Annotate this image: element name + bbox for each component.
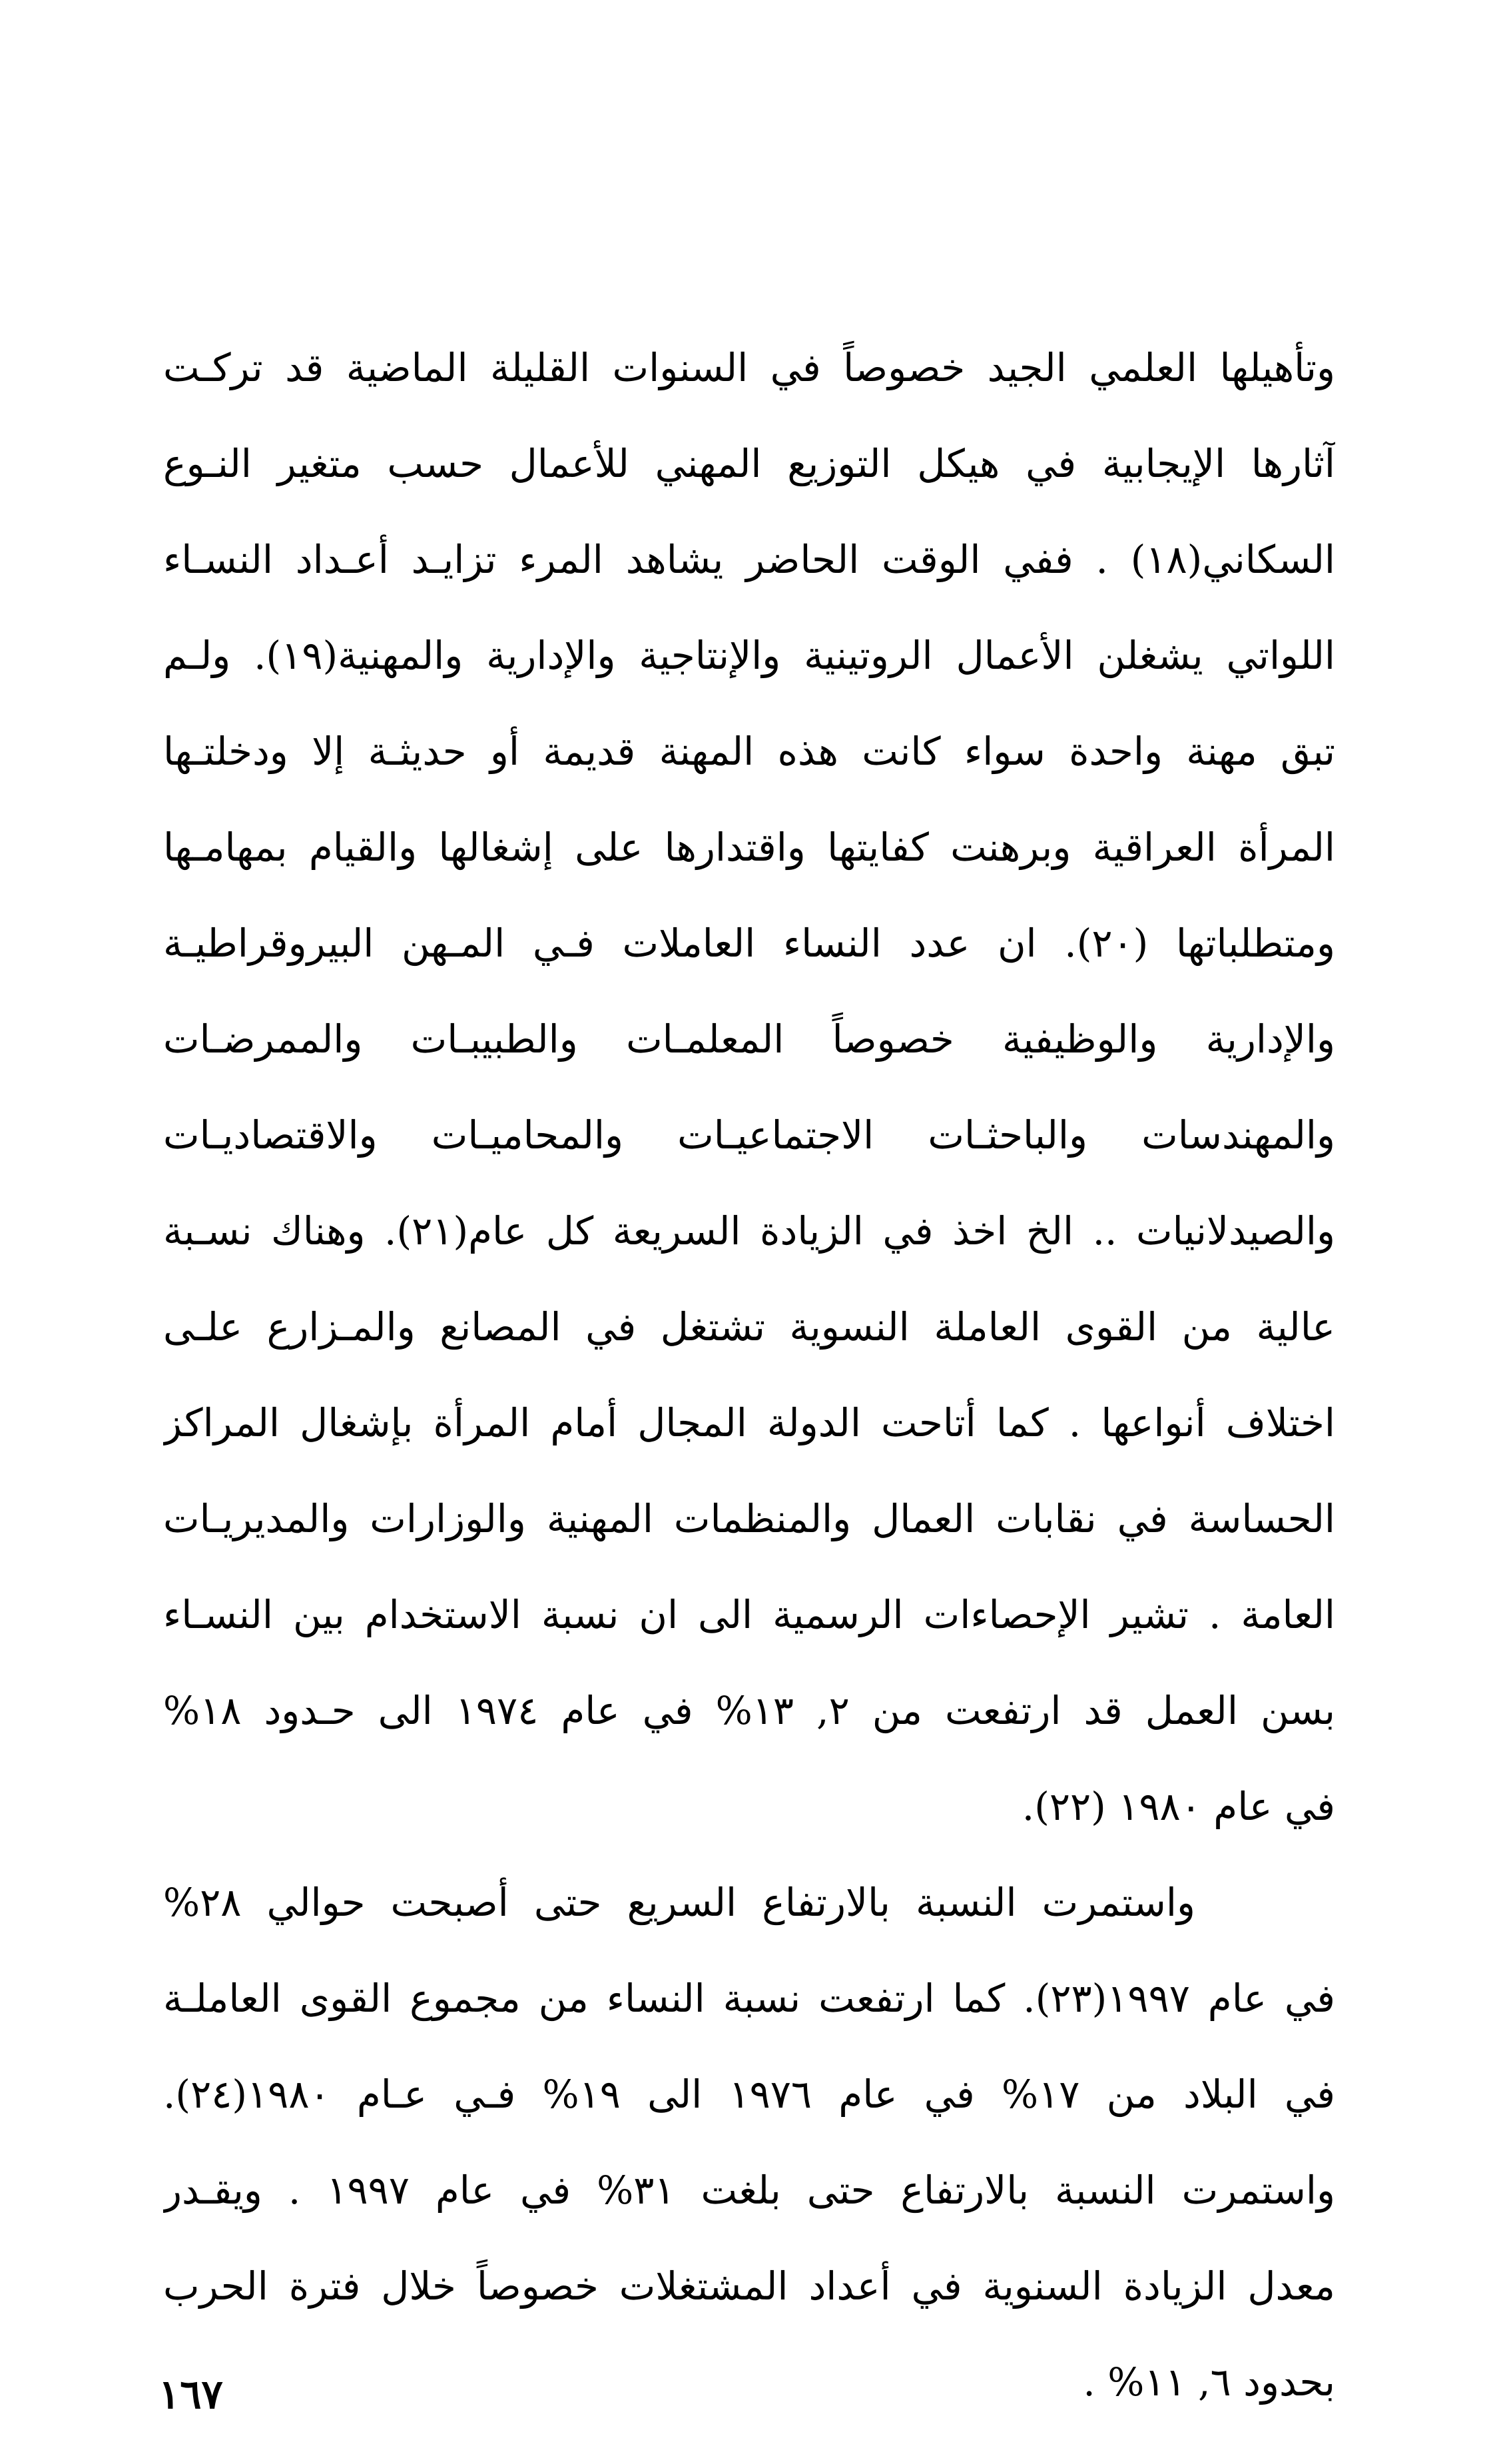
text-line: عالية من القوى العاملة النسوية تشتغل في المصانع والمـزارع علـى xyxy=(163,1304,1335,1350)
text-line: ومتطلباتها (٢٠). ان عدد النساء العاملات فـي المـهن البيروقراطيـة xyxy=(163,921,1335,966)
text-line: في عام ١٩٨٠ (٢٢). xyxy=(1022,1784,1335,1829)
page-number: ١٦٧ xyxy=(158,2371,223,2418)
text-line: بحدود ٦, ١١% . xyxy=(1083,2359,1335,2405)
text-line: الحساسة في نقابات العمال والمنظمات المهنية والوزارات والمديريـات xyxy=(163,1496,1335,1541)
text-line: وتأهيلها العلمي الجيد خصوصاً في السنوات القليلة الماضية قد تركـت xyxy=(163,345,1335,390)
text-line: معدل الزيادة السنوية في أعداد المشتغلات خصوصاً خلال فترة الحرب xyxy=(163,2263,1335,2309)
text-line: بسن العمل قد ارتفعت من ٢, ١٣% في عام ١٩٧٤ الى حـدود ١٨% xyxy=(163,1688,1335,1733)
text-line: السكاني(١٨) . ففي الوقت الحاضر يشاهد المرء تزايـد أعـداد النسـاء xyxy=(163,537,1335,582)
text-line: واستمرت النسبة بالارتفاع السريع حتى أصبحت حوالي ٢٨% xyxy=(163,1880,1195,1925)
text-line: المرأة العراقية وبرهنت كفايتها واقتدارها على إشغالها والقيام بمهامـها xyxy=(163,825,1335,870)
text-line: والإدارية والوظيفية خصوصاً المعلمـات والطبيبـات والممرضـات xyxy=(163,1017,1335,1062)
text-line: تبق مهنة واحدة سواء كانت هذه المهنة قديمة أو حديثـة إلا ودخلتـها xyxy=(163,729,1335,774)
paragraph-2 xyxy=(163,1854,1335,2430)
paragraph-1 xyxy=(163,320,1335,1854)
text-line: اختلاف أنواعها . كما أتاحت الدولة المجال أمام المرأة بإشغال المراكز xyxy=(163,1400,1335,1445)
text-line: في البلاد من ١٧% في عام ١٩٧٦ الى ١٩% فـي عـام ١٩٨٠(٢٤). xyxy=(163,2072,1335,2117)
text-line: آثارها الإيجابية في هيكل التوزيع المهني للأعمال حسب متغير النـوع xyxy=(163,441,1335,486)
text-line: اللواتي يشغلن الأعمال الروتينية والإنتاجية والإدارية والمهنية(١٩). ولـم xyxy=(163,633,1335,678)
body-text xyxy=(163,320,1335,2430)
text-line: والمهندسات والباحثـات الاجتماعيـات والمحاميـات والاقتصاديـات xyxy=(163,1112,1335,1158)
text-line: والصيدلانيات .. الخ اخذ في الزيادة السريعة كل عام(٢١). وهناك نسـبة xyxy=(163,1208,1335,1254)
text-line: العامة . تشير الإحصاءات الرسمية الى ان نسبة الاستخدام بين النسـاء xyxy=(163,1592,1335,1637)
text-line: واستمرت النسبة بالارتفاع حتى بلغت ٣١% في عام ١٩٩٧ . ويقـدر xyxy=(163,2168,1335,2213)
text-line: في عام ١٩٩٧(٢٣). كما ارتفعت نسبة النساء من مجموع القوى العاملـة xyxy=(163,1976,1335,2021)
